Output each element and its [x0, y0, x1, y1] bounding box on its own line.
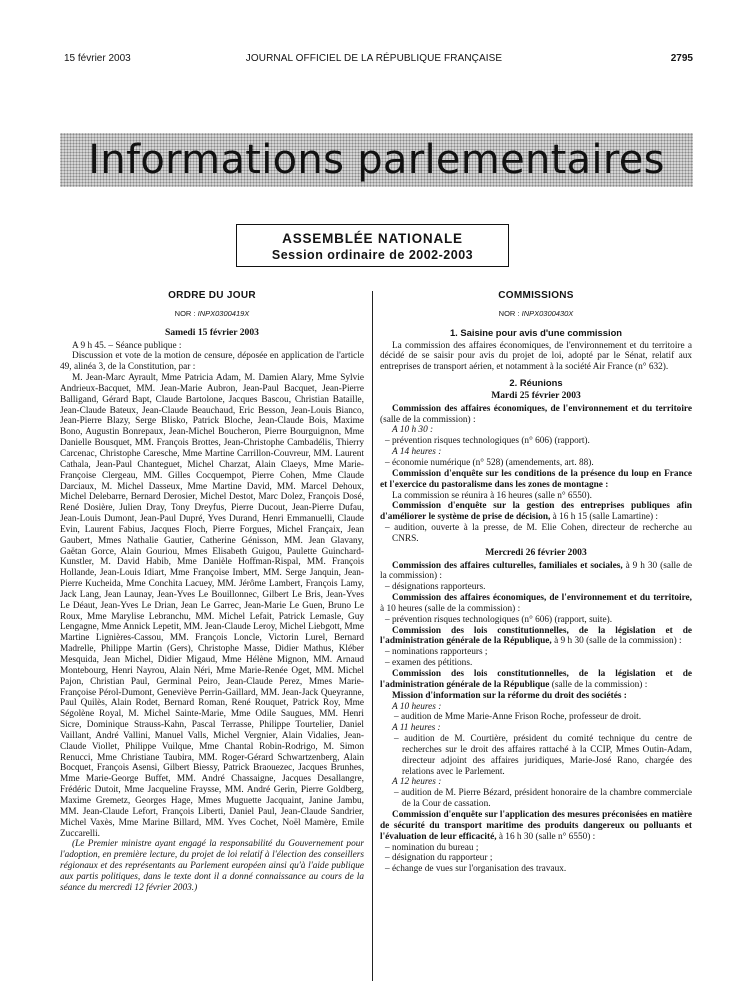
session-time: A 9 h 45. – Séance publique :: [72, 340, 182, 351]
page-header: [0, 51, 748, 67]
right-column: [380, 291, 692, 875]
agenda-item: – prévention risques technologiques (n° 606) (rapport, suite).: [385, 614, 613, 625]
agenda-item: – prévention risques technologiques (n° 606) (rapport).: [385, 436, 590, 447]
commission-entry: Commission des lois constitutionnelles, de la législation et de l'administration générale de la République, à 9 h 30 (salle de la commission) :: [380, 625, 692, 647]
commission-entry: Mission d'information sur la réforme du droit des sociétés :: [392, 690, 627, 701]
motion-note: (Le Premier ministre ayant engagé la responsabilité du Gouvernement pour l'adoption, en première lecture, du projet de loi relatif à l'élection des conseillers régionaux et des représentants au Parlement européen ainsi qu'à l'aide publique aux partis politiques, dans le texte dont il a donné connaissance au cours de la séance du mercredi 12 février 2003.): [60, 839, 364, 893]
day-heading: Mercredi 26 février 2003: [485, 546, 587, 558]
column-divider: [372, 291, 373, 981]
day-heading: Samedi 15 février 2003: [165, 326, 259, 338]
time-slot: A 14 heures :: [392, 447, 442, 458]
commission-entry: Commission des affaires culturelles, familiales et sociales, à 9 h 30 (salle de la commission) :: [380, 560, 692, 582]
time-slot: A 11 heures :: [392, 723, 441, 734]
section-banner: [60, 133, 693, 187]
agenda-item: – économie numérique (n° 528) (amendements, art. 88).: [385, 457, 594, 468]
agenda-item: – audition, ouverte à la presse, de M. Elie Cohen, directeur de recherche au CNRS.: [385, 523, 692, 544]
commission-entry: Commission d'enquête sur l'application des mesures préconisées en matière de sécurité du transport maritime des produits dangereux ou polluants et l'évaluation de leur efficacité, à 16 h 30 (salle n° 6550) :: [380, 809, 692, 842]
day-heading: Mardi 25 février 2003: [491, 389, 581, 401]
commissions-title: COMMISSIONS: [498, 290, 574, 301]
commission-entry: Commission des affaires économiques, de l'environnement et du territoire (salle de la commission) :: [380, 403, 692, 425]
journal-title: JOURNAL OFFICIEL DE LA RÉPUBLIQUE FRANÇAISE: [245, 53, 503, 64]
time-slot: A 10 h 30 :: [392, 425, 434, 436]
nor-reference: NOR : INPX0300430X: [498, 308, 574, 318]
commission-entry: Commission d'enquête sur les conditions de la présence du loup en France et l'exercice du pastoralisme dans les zones de montagne :: [380, 468, 692, 490]
agenda-item: – désignation du rapporteur ;: [385, 853, 493, 864]
commission-entry: Commission d'enquête sur la gestion des entreprises publiques afin d'améliorer le système de prise de décision, à 16 h 15 (salle Lamartine) :: [380, 501, 692, 523]
agenda-item: – nominations rapporteurs ;: [385, 647, 488, 658]
motion-intro: Discussion et vote de la motion de censure, déposée en application de l'article 49, alinéa 3, de la Constitution, par :: [60, 351, 364, 373]
order-of-day-title: ORDRE DU JOUR: [168, 290, 256, 301]
section-heading: 2. Réunions: [509, 377, 563, 389]
assembly-name: ASSEMBLÉE NATIONALE: [282, 231, 463, 246]
agenda-item: – examen des pétitions.: [385, 658, 473, 669]
signatories-list: M. Jean-Marc Ayrault, Mme Patricia Adam, M. Damien Alary, Mme Sylvie Andrieux-Bacquet, MM. Jean-Marie Aubron, Jean-Paul Bacquet, Jean-Pierre Balligand, Gérard Bapt, Claude Bartolone, Jacques Bascou, Christian Bataille, Jean-Claude Bateux, Jean-Claude Beauchaud, Eric Besson, Jean-Louis Bianco, Jean-Pierre Blazy, Serge Blisko, Patrick Bloche, Jean-Claude Bois, Maxime Bono, Augustin Bonrepaux, Jean-Michel Boucheron, Pierre Bourguignon, Mme Danielle Bousquet, MM. François Brottes, Jean-Christophe Cambadélis, Thierry Carcenac, Christophe Caresche, Mme Martine Carrillon-Couvreur, MM. Laurent Cathala, Jean-Paul Chanteguet, Michel Charzat, Alain Claeys, Mme Marie-Françoise Clergeau, MM. Gilles Cocquempot, Pierre Cohen, Mme Claude Darciaux, M. Michel Dasseux, Mme Martine David, MM. Marcel Dehoux, Michel Delebarre, Bernard Derosier, Michel Destot, Marc Dolez, François Dosé, René Dosière, Julien Dray, Tony Dreyfus, Pierre Ducout, Jean-Pierre Dufau, Jean-Louis Dumont, Jean-Paul Dupré, Yves Durand, Henri Emmanuelli, Claude Evin, Laurent Fabius, Jacques Floch, Pierre Forgues, Michel Françaix, Jean Gaubert, Mmes Nathalie Gautier, Catherine Génisson, MM. Jean Glavany, Gaëtan Gorce, Alain Gouriou, Mmes Elisabeth Guigou, Paulette Guinchard-Kunstler, M. David Habib, Mme Danièle Hoffman-Rispal, MM. François Hollande, Jean-Louis Idiart, Mme Françoise Imbert, MM. Serge Janquin, Jean-Pierre Kucheida, Mme Conchita Lacuey, MM. Jérôme Lambert, François Lamy, Jack Lang, Jean Launay, Jean-Yves Le Bouillonnec, Gilbert Le Bris, Jean-Yves Le Déaut, Jean-Yves Le Drian, Jean Le Garrec, Jean-Marie Le Guen, Bruno Le Roux, Mme Marylise Lebranchu, MM. Michel Lefait, Patrick Lemasle, Guy Lengagne, Mme Annick Lepetit, MM. Jean-Claude Leroy, Michel Liebgott, Mme Martine Lignières-Cassou, MM. François Loncle, Victorin Lurel, Bernard Madrelle, Philippe Martin (Gers), Christophe Masse, Didier Mathus, Kléber Mesquida, Jean Michel, Didier Migaud, Mme Hélène Mignon, MM. Arnaud Montebourg, Henri Nayrou, Alain Néri, Mme Marie-Renée Oget, MM. Michel Pajon, Christian Paul, Germinal Peiro, Jean-Claude Perez, Mmes Marie-Françoise Pérol-Dumont, Geneviève Perrin-Gaillard, MM. Jean-Jack Queyranne, Paul Quilès, Alain Rodet, Bernard Roman, René Rouquet, Patrick Roy, Mme Ségolène Royal, M. Michel Sainte-Marie, Mme Odile Saugues, MM. Henri Sicre, Dominique Strauss-Kahn, Pascal Terrasse, Philippe Tourtelier, Daniel Vaillant, André Vallini, Manuel Valls, Michel Vergnier, Alain Vidalies, Jean-Claude Viollet, Philippe Vuilque, Mme Chantal Robin-Rodrigo, M. Simon Renucci, Mme Christiane Taubira, MM. Roger-Gérard Schwartzenberg, Alain Bocquet, François Asensi, Gilbert Biessy, Patrick Braouezec, Jacques Brunhes, Mme Marie-George Buffet, MM. André Chassaigne, Jacques Desallangre, Frédéric Dutoit, Mme Jacqueline Fraysse, MM. André Gerin, Pierre Goldberg, Maxime Gremetz, Georges Hage, Mmes Muguette Jacquaint, Janine Jambu, MM. Jean-Claude Lefort, François Liberti, Daniel Paul, Jean-Claude Sandrier, Michel Vaxès, Mme Marine Billard, MM. Yves Cochet, Noël Mamère, Emile Zuccarelli.: [60, 373, 364, 839]
assembly-box: [236, 224, 509, 267]
header-date: 15 février 2003: [64, 53, 131, 64]
agenda-item: – désignations rapporteurs.: [385, 582, 486, 593]
paragraph: La commission des affaires économiques, de l'environnement et du territoire a décidé de se saisir pour avis du projet de loi, adopté par le Sénat, relatif aux entreprises de transport aérien, et notamment à la société Air France (n° 632).: [380, 340, 692, 373]
left-column: [60, 291, 364, 894]
page-number: 2795: [670, 53, 693, 64]
time-slot: A 12 heures :: [392, 777, 442, 788]
section-heading: 1. Saisine pour avis d'une commission: [449, 326, 623, 338]
banner-title: Informations parlementaires: [88, 137, 665, 183]
agenda-item: – audition de Mme Marie-Anne Frison Roche, professeur de droit.: [394, 712, 642, 723]
commission-entry: Commission des affaires économiques, de l'environnement et du territoire, à 10 heures (salle de la commission) :: [380, 593, 692, 614]
agenda-item: – audition de M. Courtière, président du comité technique du centre de recherches sur le droit des affaires rattaché à la CCIP, Mmes Outin-Adam, directeur adjoint des affaires juridiques, Marie-José Rano, chargée des relations avec le Parlement.: [394, 734, 692, 777]
agenda-item: – audition de M. Pierre Bézard, président honoraire de la chambre commerciale de la Cour de cassation.: [394, 788, 692, 810]
commission-entry: Commission des lois constitutionnelles, de la législation et de l'administration générale de la République (salle de la commission) :: [380, 669, 692, 690]
time-slot: A 10 heures :: [392, 701, 442, 712]
session-title: Session ordinaire de 2002-2003: [271, 248, 474, 262]
paragraph: La commission se réunira à 16 heures (salle n° 6550).: [392, 490, 592, 501]
agenda-item: – échange de vues sur l'organisation des travaux.: [385, 864, 567, 875]
nor-reference: NOR : INPX0300419X: [174, 308, 250, 318]
agenda-item: – nomination du bureau ;: [385, 842, 479, 853]
